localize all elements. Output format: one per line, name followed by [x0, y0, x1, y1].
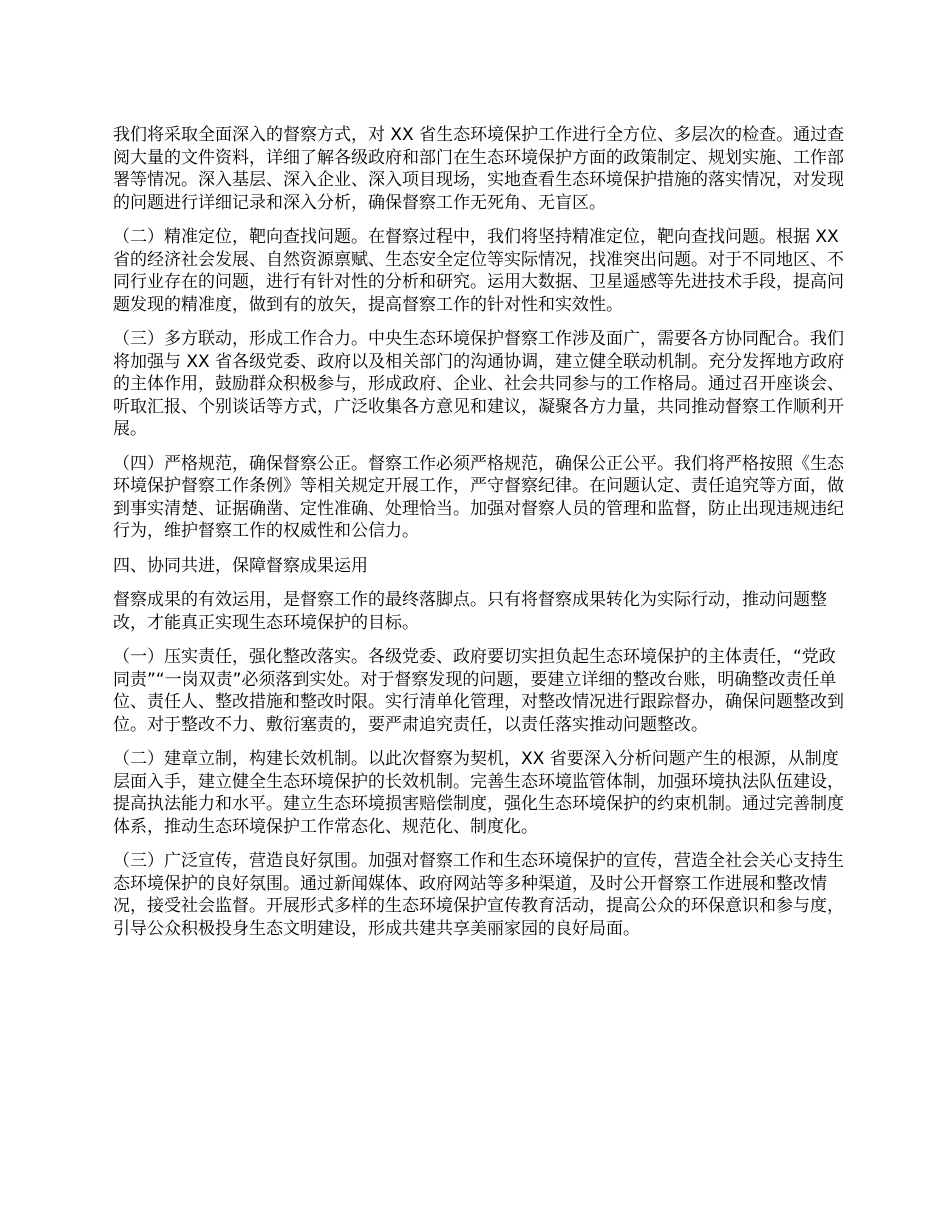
paragraph-responsibility: （一）压实责任，强化整改落实。各级党委、政府要切实担负起生态环境保护的主体责任，“党政同责”“一岗双责”必须落到实处。对于督察发现的问题，要建立详细的整改台账，明确整改责任单位、责任人、整改措施和整改时限。实行清单化管理，对整改情况进行跟踪督办，确保问题整改到位。对于整改不力、敷衍塞责的，要严肃追究责任，以责任落实推动问题整改。 — [113, 647, 844, 735]
paragraph-long-term-mechanism: （二）建章立制，构建长效机制。以此次督察为契机，XX 省要深入分析问题产生的根源，从制度层面入手，建立健全生态环境保护的长效机制。完善生态环境监管体制，加强环境执法队伍建设，提高执法能力和水平。建立生态环境损害赔偿制度，强化生态环境保护的约束机制。通过完善制度体系，推动生态环境保护工作常态化、规范化、制度化。 — [113, 749, 844, 837]
paragraph-results-usage: 督察成果的有效运用，是督察工作的最终落脚点。只有将督察成果转化为实际行动，推动问题整改，才能真正实现生态环境保护的目标。 — [113, 590, 827, 633]
document-body — [113, 124, 848, 952]
paragraph-inspection-approach: 我们将采取全面深入的督察方式，对 XX 省生态环境保护工作进行全方位、多层次的检查。通过查阅大量的文件资料，详细了解各级政府和部门在生态环境保护方面的政策制定、规划实施、工作部署等情况。深入基层、深入企业、深入项目现场，实地查看生态环境保护措施的落实情况，对发现的问题进行详细记录和深入分析，确保督察工作无死角、无盲区。 — [113, 125, 845, 213]
section-heading-4: 四、协同共进，保障督察成果运用 — [113, 555, 368, 576]
paragraph-precise-targeting: （二）精准定位，靶向查找问题。在督察过程中，我们将坚持精准定位，靶向查找问题。根据 XX 省的经济社会发展、自然资源禀赋、生态安全定位等实际情况，找准突出问题。对于不同地区、不同行业存在的问题，进行有针对性的分析和研究。运用大数据、卫星遥感等先进技术手段，提高问题发现的精准度，做到有的放矢，提高督察工作的针对性和实效性。 — [113, 227, 844, 315]
paragraph-strict-standards: （四）严格规范，确保督察公正。督察工作必须严格规范，确保公正公平。我们将严格按照《生态环境保护督察工作条例》等相关规定开展工作，严守督察纪律。在问题认定、责任追究等方面，做到事实清楚、证据确凿、定性准确、处理恰当。加强对督察人员的管理和监督，防止出现违规违纪行为，维护督察工作的权威性和公信力。 — [113, 453, 844, 541]
paragraph-publicity: （三）广泛宣传，营造良好氛围。加强对督察工作和生态环境保护的宣传，营造全社会关心支持生态环境保护的良好氛围。通过新闻媒体、政府网站等多种渠道，及时公开督察工作进展和整改情况，接受社会监督。开展形式多样的生态环境保护宣传教育活动，提高公众的环保意识和参与度，引导公众积极投身生态文明建设，形成共建共享美丽家园的良好局面。 — [113, 851, 844, 939]
paragraph-multi-party-linkage: （三）多方联动，形成工作合力。中央生态环境保护督察工作涉及面广，需要各方协同配合。我们将加强与 XX 省各级党委、政府以及相关部门的沟通协调，建立健全联动机制。充分发挥地方政府的主体作用，鼓励群众积极参与，形成政府、企业、社会共同参与的工作格局。通过召开座谈会、听取汇报、个别谈话等方式，广泛收集各方意见和建议，凝聚各方力量，共同推动督察工作顺利开展。 — [113, 329, 845, 439]
